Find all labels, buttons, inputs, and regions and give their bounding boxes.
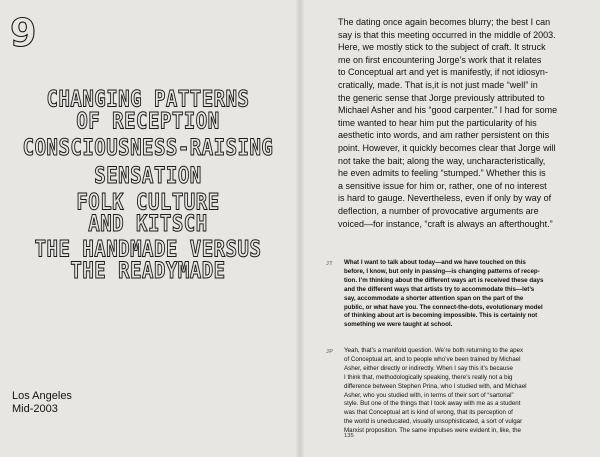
topic-changing-patterns [8, 86, 288, 134]
intro-line: deflection, a number of provocative arguments are [338, 205, 539, 216]
topic-line: OF RECEPTION [76, 108, 220, 134]
topic-list [8, 86, 288, 289]
intro-line: Michael Asher and his “good carpenter.” I had for some [338, 105, 558, 116]
intro-line: time wanted to hear him put the particularity of his [338, 117, 537, 128]
intro-line: voiced—for instance, “craft is always an afterthought.” [338, 218, 553, 229]
topic-line: CHANGING PATTERNS [46, 86, 250, 113]
speaker-label: JP [326, 349, 334, 355]
intro-line: a sensitive issue for him or, rather, one of no interest [338, 180, 547, 191]
intro-line: to Conceptual art and yet is manifestly, if not idiosyn- [338, 67, 548, 78]
intro-line: is hard to gauge. Nevertheless, even if only by way of [338, 193, 552, 204]
chapter-number: 9 [10, 11, 37, 55]
intro-paragraph [338, 16, 600, 230]
intro-line: the generic sense that Jorge previously attributed to [338, 92, 545, 103]
topic-line: AND KITSCH [88, 211, 208, 237]
exchange-line: before, I know, but only in passing—is changing patterns of recep- [344, 267, 540, 275]
intro-line: aesthetic into words, and am rather persistent on this [338, 130, 550, 141]
exchange-text [344, 347, 600, 436]
exchange-line: Yeah, that’s a manifold question. We’re both returning to the apex [344, 347, 524, 354]
intro-line: me on first encountering Jorge’s work that it relates [338, 54, 542, 65]
topic-consciousness-raising [8, 135, 288, 161]
date: Mid-2003 [12, 403, 58, 415]
topic-line: FOLK CULTURE [76, 189, 220, 216]
intro-line: cratically, made. That is,it is not just made “well” in [338, 79, 538, 90]
topic-line: THE HANDMADE VERSUS [34, 236, 262, 263]
intro-line: not take the bait; along the way, uncharacteristically, [338, 155, 546, 166]
right-page [304, 0, 600, 457]
left-page [0, 0, 296, 457]
exchange-line: say, accommodate a shorter attention span on the part of the [344, 294, 524, 302]
intro-line: Here, we mostly stick to the subject of craft. It struck [338, 42, 546, 53]
intro-line: point. However, it quickly becomes clear that Jorge will [338, 142, 556, 153]
topic-sensation [8, 163, 288, 189]
intro-line: he even admits to feeling “stumped.” Whether this is [338, 168, 546, 179]
book-gutter [296, 0, 304, 457]
location-date [12, 390, 72, 416]
exchange-line: style. But one of the things that I took away with me as a student [344, 400, 521, 408]
topic-line: CONSCIOUSNESS-RAISING [22, 135, 274, 161]
exchange-line: something we were taught at school. [344, 321, 453, 329]
page-number: 135 [344, 433, 354, 439]
intro-line: say is that this meeting occurred in the middle of 2003. [338, 29, 556, 40]
exchange-text [344, 259, 600, 330]
exchange-line: Asher, who you studied with, in terms of their sort of “sartorial” [344, 391, 514, 399]
exchange-line: and the different ways that artists try to accommodate this—let’s [344, 285, 535, 293]
exchange-line: tion. I’m thinking about the different ways art is received these days [344, 276, 544, 284]
topic-line: THE READYMADE [70, 258, 226, 284]
exchange-line: the world is uneducated, visually unsophisticated, a sort of vulgar [344, 418, 523, 426]
topic-handmade-readymade [8, 236, 288, 284]
exchange-line: was that Conceptual art is kind of wrong, that its perception of [344, 409, 513, 417]
topic-folk-culture [8, 189, 288, 237]
exchange-line: I think that, methodologically speaking, there’s really not a big [344, 373, 513, 381]
speaker-label: JT [326, 261, 334, 267]
exchange-line: public, or what have you. The connect-the-dots, evolutionary model [344, 303, 543, 311]
exchange-line: of thinking about art is becoming impossible. This is certainly not [344, 312, 538, 320]
location: Los Angeles [12, 390, 72, 402]
exchange-line: difference between Stephen Prina, who I studied with, and Michael [344, 382, 527, 390]
exchange-line: Marxist proposition. The same impulses were evident in, like, the [344, 427, 521, 435]
intro-line: The dating once again becomes blurry; the best I can [338, 17, 551, 27]
topic-line: SENSATION [94, 163, 202, 189]
exchange-line: What I want to talk about today—and we have touched on this [344, 259, 526, 266]
exchange-line: Asher, either directly or indirectly. When I say this it’s because [344, 364, 513, 372]
exchange-line: of Conceptual art, and to people who’ve been trained by Michael [344, 355, 521, 363]
